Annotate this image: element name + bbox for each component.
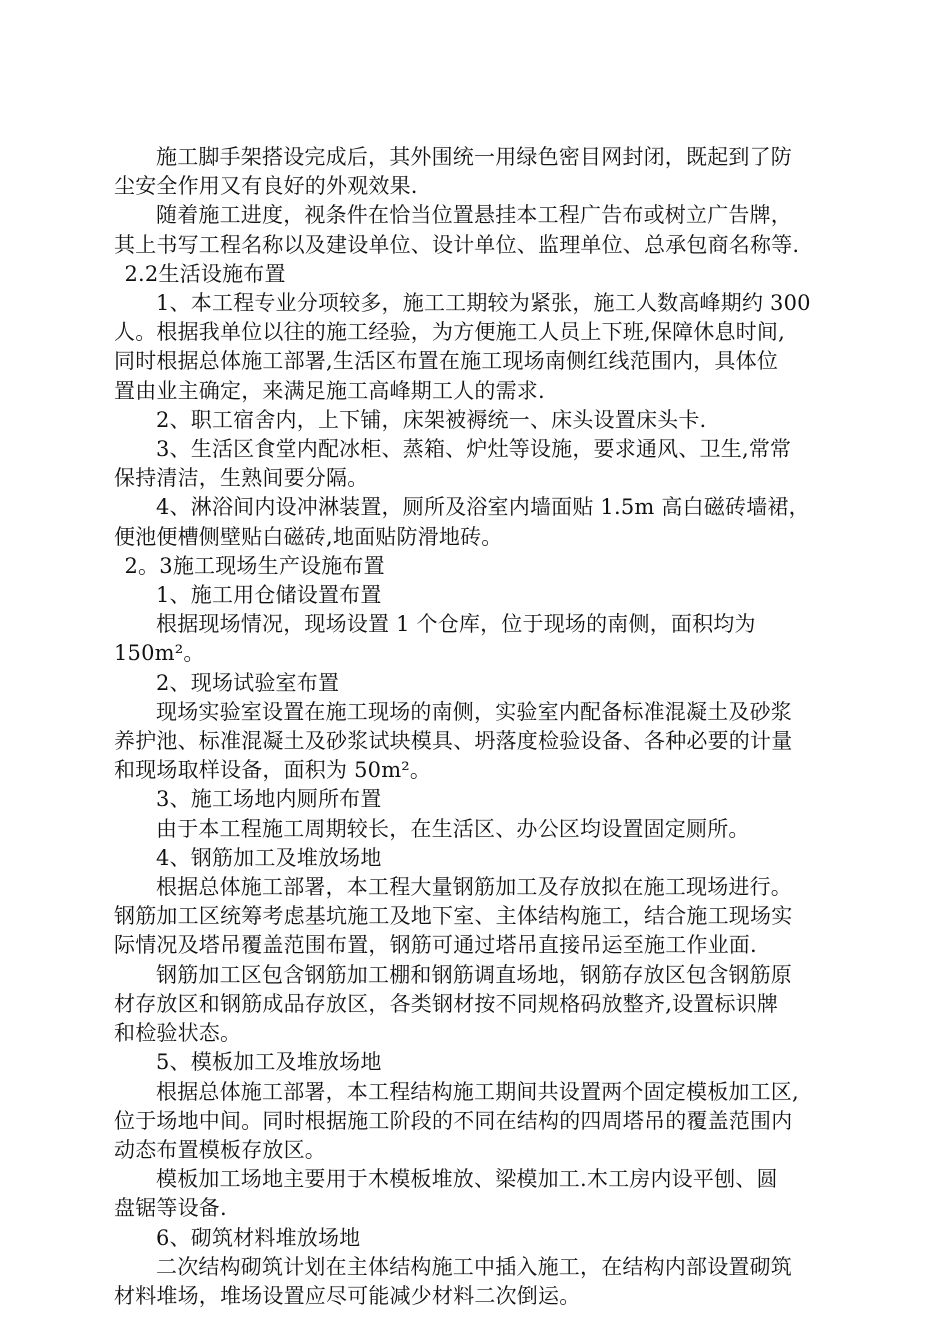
text-line: 2。3施工现场生产设施布置 [124,553,385,578]
text-line: 5、模板加工及堆放场地 [156,1050,382,1075]
paragraph [114,406,836,435]
text-line: 模板加工场地主要用于木模板堆放、梁模加工.木工房内设平刨、圆 [156,1167,778,1192]
text-line: 钢筋加工区统筹考虑基坑施工及地下室、主体结构施工，结合施工现场实 [114,904,793,929]
text-line: 盘锯等设备. [114,1196,227,1221]
text-line: 际情况及塔吊覆盖范围布置，钢筋可通过塔吊直接吊运至施工作业面. [114,933,757,958]
text-line: 置由业主确定，来满足施工高峰期工人的需求. [114,378,545,403]
text-line: 人。根据我单位以往的施工经验，为方便施工人员上下班,保障休息时间, [114,320,785,345]
text-line: 2、职工宿舍内，上下铺，床架被褥统一、床头设置床头卡. [156,407,707,432]
text-line: 3、施工场地内厕所布置 [156,787,382,812]
text-line: 根据总体施工部署，本工程大量钢筋加工及存放拟在施工现场进行。 [156,875,792,900]
paragraph [114,1165,836,1223]
paragraph [114,785,836,814]
section-heading [114,552,836,581]
paragraph [114,581,836,610]
text-line: 150m²。 [114,641,205,666]
text-line: 位于场地中间。同时根据施工阶段的不同在结构的四周塔吊的覆盖范围内 [114,1108,793,1133]
text-line: 和检验状态。 [114,1021,242,1046]
text-line: 动态布置模板存放区。 [114,1137,326,1162]
text-line: 1、本工程专业分项较多，施工工期较为紧张，施工人数高峰期约 300 [156,291,811,316]
paragraph [114,815,836,844]
text-line: 4、淋浴间内设冲淋装置，厕所及浴室内墙面贴 1.5m 高白磁砖墙裙， [156,495,810,520]
paragraph [114,289,836,406]
text-line: 二次结构砌筑计划在主体结构施工中插入施工，在结构内部设置砌筑 [156,1254,792,1279]
paragraph [114,873,836,961]
text-line: 养护池、标准混凝土及砂浆试块模具、坍落度检验设备、各种必要的计量 [114,729,793,754]
paragraph [114,1224,836,1253]
paragraph [114,698,836,786]
text-line: 2、现场试验室布置 [156,670,340,695]
text-line: 1、施工用仓储设置布置 [156,583,382,608]
paragraph [114,844,836,873]
paragraph [114,201,836,259]
text-line: 2.2生活设施布置 [124,261,286,286]
section-heading [114,260,836,289]
paragraph [114,610,836,668]
text-line: 由于本工程施工周期较长，在生活区、办公区均设置固定厕所。 [156,816,750,841]
text-line: 钢筋加工区包含钢筋加工棚和钢筋调直场地，钢筋存放区包含钢筋原 [156,962,792,987]
document-body [114,143,836,1311]
text-line: 保持清洁，生熟间要分隔。 [114,466,369,491]
text-line: 施工脚手架搭设完成后，其外围统一用绿色密目网封闭，既起到了防 [156,145,792,169]
paragraph [114,1048,836,1077]
text-line: 根据总体施工部署，本工程结构施工期间共设置两个固定模板加工区, [156,1079,799,1104]
paragraph [114,961,836,1049]
text-line: 材存放区和钢筋成品存放区，各类钢材按不同规格码放整齐,设置标识牌 [114,991,779,1016]
text-line: 其上书写工程名称以及建设单位、设计单位、监理单位、总承包商名称等. [114,232,800,257]
text-line: 材料堆场，堆场设置应尽可能减少材料二次倒运。 [114,1283,581,1308]
text-line: 尘安全作用又有良好的外观效果. [114,174,418,199]
text-line: 现场实验室设置在施工现场的南侧，实验室内配备标准混凝土及砂浆 [156,699,792,724]
paragraph [114,435,836,493]
text-line: 4、钢筋加工及堆放场地 [156,845,382,870]
text-line: 和现场取样设备，面积为 50m²。 [114,758,432,783]
text-line: 同时根据总体施工部署,生活区布置在施工现场南侧红线范围内，具体位 [114,349,779,374]
paragraph [114,143,836,201]
paragraph [114,669,836,698]
text-line: 3、生活区食堂内配冰柜、蒸箱、炉灶等设施，要求通风、卫生,常常 [156,437,792,462]
text-line: 随着施工进度，视条件在恰当位置悬挂本工程广告布或树立广告牌， [156,203,792,228]
paragraph [114,493,836,551]
text-line: 根据现场情况，现场设置 1 个仓库，位于现场的南侧，面积均为 [156,612,756,637]
text-line: 6、砌筑材料堆放场地 [156,1225,361,1250]
paragraph [114,1253,836,1311]
text-line: 便池便槽侧壁贴白磁砖,地面贴防滑地砖。 [114,524,503,549]
paragraph [114,1078,836,1166]
